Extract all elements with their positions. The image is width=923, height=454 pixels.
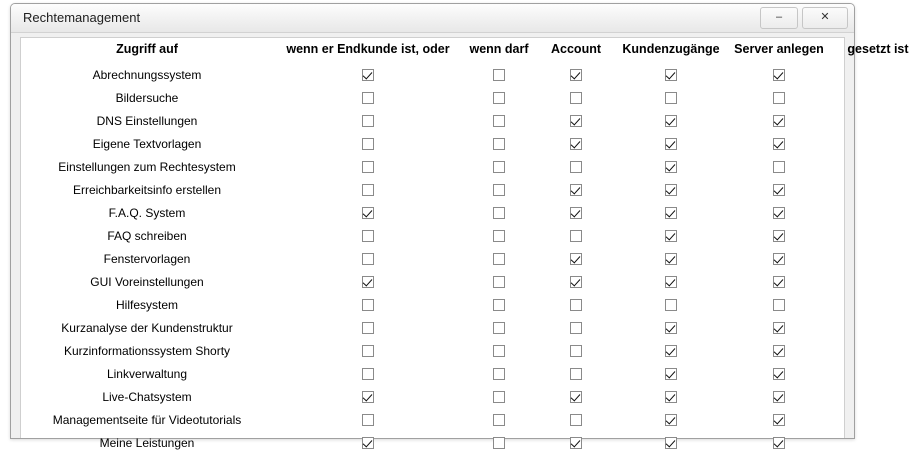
row-label: Eigene Textvorlagen: [92, 136, 202, 151]
checkbox-cell-e[interactable]: [725, 86, 833, 109]
checkbox-cell-c[interactable]: [535, 247, 617, 270]
row-label: Meine Leistungen: [99, 435, 195, 450]
checkbox-b[interactable]: [493, 69, 505, 81]
checkbox-d[interactable]: [665, 115, 677, 127]
checkbox-e[interactable]: [773, 115, 785, 127]
row-end-spacer: [833, 178, 923, 201]
checkbox-e[interactable]: [773, 92, 785, 104]
checkbox-cell-b[interactable]: [463, 293, 535, 316]
checkbox-c[interactable]: [570, 322, 582, 334]
checkbox-d[interactable]: [665, 207, 677, 219]
column-header-gesetzt-ist: gesetzt ist: [847, 42, 909, 56]
checkbox-a[interactable]: [362, 345, 374, 357]
row-end-spacer: [833, 385, 923, 408]
checkbox-cell-a[interactable]: [273, 293, 463, 316]
row-end-spacer: [833, 316, 923, 339]
column-header-wenn-darf: wenn darf: [469, 42, 529, 56]
checkbox-cell-e[interactable]: [725, 201, 833, 224]
checkbox-d[interactable]: [665, 92, 677, 104]
checkbox-c[interactable]: [570, 92, 582, 104]
column-header-access: Zugriff auf: [116, 42, 178, 56]
checkbox-cell-a[interactable]: [273, 86, 463, 109]
checkbox-cell-e[interactable]: [725, 132, 833, 155]
checkbox-cell-d[interactable]: [617, 132, 725, 155]
row-label: F.A.Q. System: [108, 205, 186, 220]
checkbox-cell-e[interactable]: [725, 224, 833, 247]
checkbox-e[interactable]: [773, 230, 785, 242]
checkbox-cell-c[interactable]: [535, 86, 617, 109]
row-label: Erreichbarkeitsinfo erstellen: [72, 182, 222, 197]
checkbox-cell-a[interactable]: [273, 224, 463, 247]
checkbox-cell-d[interactable]: [617, 63, 725, 86]
table-row: [21, 293, 923, 316]
checkbox-cell-e[interactable]: [725, 339, 833, 362]
checkbox-a[interactable]: [362, 161, 374, 173]
close-button[interactable]: ✕: [802, 7, 848, 29]
checkbox-a[interactable]: [362, 322, 374, 334]
checkbox-b[interactable]: [493, 138, 505, 150]
checkbox-cell-c[interactable]: [535, 316, 617, 339]
checkbox-cell-e[interactable]: [725, 385, 833, 408]
checkbox-cell-d[interactable]: [617, 109, 725, 132]
checkbox-cell-c[interactable]: [535, 224, 617, 247]
checkbox-cell-c[interactable]: [535, 431, 617, 454]
checkbox-cell-c[interactable]: [535, 155, 617, 178]
checkbox-c[interactable]: [570, 414, 582, 426]
row-label: Kurzinformationssystem Shorty: [63, 343, 231, 358]
checkbox-e[interactable]: [773, 161, 785, 173]
checkbox-cell-b[interactable]: [463, 431, 535, 454]
table-row: [21, 247, 923, 270]
checkbox-d[interactable]: [665, 345, 677, 357]
table-header: [21, 38, 923, 63]
checkbox-cell-a[interactable]: [273, 270, 463, 293]
checkbox-cell-b[interactable]: [463, 408, 535, 431]
checkbox-cell-a[interactable]: [273, 132, 463, 155]
row-label: GUI Voreinstellungen: [90, 274, 204, 289]
row-end-spacer: [833, 270, 923, 293]
table-row: [21, 132, 923, 155]
table-row: [21, 408, 923, 431]
checkbox-cell-b[interactable]: [463, 247, 535, 270]
checkbox-e[interactable]: [773, 138, 785, 150]
checkbox-a[interactable]: [362, 253, 374, 265]
row-end-spacer: [833, 155, 923, 178]
row-label: Bildersuche: [115, 90, 179, 105]
checkbox-cell-e[interactable]: [725, 316, 833, 339]
table-row: [21, 362, 923, 385]
checkbox-a[interactable]: [362, 69, 374, 81]
checkbox-cell-b[interactable]: [463, 155, 535, 178]
checkbox-cell-c[interactable]: [535, 270, 617, 293]
checkbox-cell-c[interactable]: [535, 132, 617, 155]
column-header-account: Account: [551, 42, 601, 56]
window-titlebar[interactable]: [11, 4, 854, 33]
checkbox-cell-b[interactable]: [463, 224, 535, 247]
checkbox-e[interactable]: [773, 253, 785, 265]
checkbox-cell-c[interactable]: [535, 63, 617, 86]
row-end-spacer: [833, 86, 923, 109]
checkbox-cell-e[interactable]: [725, 178, 833, 201]
checkbox-e[interactable]: [773, 322, 785, 334]
row-end-spacer: [833, 431, 923, 454]
checkbox-cell-c[interactable]: [535, 385, 617, 408]
checkbox-d[interactable]: [665, 276, 677, 288]
checkbox-cell-a[interactable]: [273, 385, 463, 408]
checkbox-a[interactable]: [362, 391, 374, 403]
table-row: [21, 201, 923, 224]
checkbox-cell-c[interactable]: [535, 408, 617, 431]
checkbox-cell-a[interactable]: [273, 339, 463, 362]
checkbox-b[interactable]: [493, 184, 505, 196]
checkbox-cell-d[interactable]: [617, 201, 725, 224]
table-row: [21, 316, 923, 339]
checkbox-cell-b[interactable]: [463, 86, 535, 109]
checkbox-c[interactable]: [570, 299, 582, 311]
checkbox-cell-a[interactable]: [273, 201, 463, 224]
checkbox-d[interactable]: [665, 437, 677, 449]
checkbox-cell-e[interactable]: [725, 247, 833, 270]
checkbox-e[interactable]: [773, 414, 785, 426]
row-label: DNS Einstellungen: [96, 113, 198, 128]
checkbox-cell-d[interactable]: [617, 155, 725, 178]
row-label: Live-Chatsystem: [102, 389, 192, 404]
checkbox-cell-c[interactable]: [535, 293, 617, 316]
checkbox-d[interactable]: [665, 322, 677, 334]
window-controls: [760, 7, 848, 29]
checkbox-cell-e[interactable]: [725, 408, 833, 431]
checkbox-a[interactable]: [362, 276, 374, 288]
checkbox-cell-e[interactable]: [725, 362, 833, 385]
checkbox-d[interactable]: [665, 253, 677, 265]
row-label: Linkverwaltung: [106, 366, 188, 381]
checkbox-cell-d[interactable]: [617, 339, 725, 362]
checkbox-c[interactable]: [570, 207, 582, 219]
checkbox-d[interactable]: [665, 299, 677, 311]
checkbox-e[interactable]: [773, 207, 785, 219]
row-label: FAQ schreiben: [107, 228, 187, 243]
table-row: [21, 178, 923, 201]
checkbox-c[interactable]: [570, 391, 582, 403]
checkbox-cell-b[interactable]: [463, 270, 535, 293]
row-end-spacer: [833, 362, 923, 385]
checkbox-b[interactable]: [493, 115, 505, 127]
table-row: [21, 270, 923, 293]
checkbox-cell-a[interactable]: [273, 109, 463, 132]
checkbox-cell-d[interactable]: [617, 293, 725, 316]
checkbox-a[interactable]: [362, 368, 374, 380]
checkbox-d[interactable]: [665, 230, 677, 242]
table-body: [21, 63, 923, 454]
checkbox-cell-a[interactable]: [273, 247, 463, 270]
checkbox-cell-b[interactable]: [463, 362, 535, 385]
minimize-button[interactable]: –: [760, 7, 798, 29]
checkbox-cell-b[interactable]: [463, 385, 535, 408]
checkbox-cell-e[interactable]: [725, 270, 833, 293]
checkbox-b[interactable]: [493, 414, 505, 426]
table-row: [21, 155, 923, 178]
row-end-spacer: [833, 247, 923, 270]
checkbox-e[interactable]: [773, 184, 785, 196]
checkbox-a[interactable]: [362, 414, 374, 426]
checkbox-b[interactable]: [493, 345, 505, 357]
checkbox-a[interactable]: [362, 115, 374, 127]
checkbox-d[interactable]: [665, 161, 677, 173]
checkbox-a[interactable]: [362, 138, 374, 150]
checkbox-a[interactable]: [362, 92, 374, 104]
checkbox-d[interactable]: [665, 414, 677, 426]
checkbox-b[interactable]: [493, 253, 505, 265]
checkbox-cell-a[interactable]: [273, 316, 463, 339]
rights-table-container: [20, 37, 909, 450]
checkbox-cell-b[interactable]: [463, 201, 535, 224]
table-row: [21, 339, 923, 362]
row-label: Einstellungen zum Rechtesystem: [58, 159, 236, 174]
checkbox-b[interactable]: [493, 299, 505, 311]
checkbox-c[interactable]: [570, 368, 582, 380]
checkbox-e[interactable]: [773, 69, 785, 81]
checkbox-b[interactable]: [493, 391, 505, 403]
checkbox-cell-d[interactable]: [617, 178, 725, 201]
checkbox-c[interactable]: [570, 161, 582, 173]
checkbox-e[interactable]: [773, 391, 785, 403]
checkbox-a[interactable]: [362, 207, 374, 219]
checkbox-b[interactable]: [493, 207, 505, 219]
checkbox-c[interactable]: [570, 276, 582, 288]
row-label: Fenstervorlagen: [103, 251, 191, 266]
checkbox-c[interactable]: [570, 345, 582, 357]
checkbox-cell-b[interactable]: [463, 63, 535, 86]
row-end-spacer: [833, 201, 923, 224]
rights-table: [21, 38, 923, 454]
table-row: [21, 86, 923, 109]
checkbox-cell-d[interactable]: [617, 247, 725, 270]
column-header-server-anlegen: Server anlegen: [734, 42, 824, 56]
checkbox-d[interactable]: [665, 391, 677, 403]
checkbox-cell-a[interactable]: [273, 178, 463, 201]
checkbox-cell-c[interactable]: [535, 362, 617, 385]
checkbox-cell-c[interactable]: [535, 178, 617, 201]
checkbox-cell-e[interactable]: [725, 293, 833, 316]
checkbox-b[interactable]: [493, 437, 505, 449]
row-end-spacer: [833, 63, 923, 86]
checkbox-cell-d[interactable]: [617, 316, 725, 339]
table-row: [21, 63, 923, 86]
checkbox-b[interactable]: [493, 161, 505, 173]
checkbox-cell-d[interactable]: [617, 431, 725, 454]
table-row: [21, 385, 923, 408]
checkbox-a[interactable]: [362, 437, 374, 449]
checkbox-b[interactable]: [493, 92, 505, 104]
checkbox-cell-d[interactable]: [617, 408, 725, 431]
column-header-endkunde: wenn er Endkunde ist, oder: [286, 42, 450, 56]
rights-management-window: [10, 3, 909, 450]
checkbox-c[interactable]: [570, 138, 582, 150]
checkbox-cell-d[interactable]: [617, 224, 725, 247]
checkbox-e[interactable]: [773, 276, 785, 288]
checkbox-c[interactable]: [570, 230, 582, 242]
row-label: Kurzanalyse der Kundenstruktur: [61, 320, 233, 335]
checkbox-cell-c[interactable]: [535, 339, 617, 362]
row-end-spacer: [833, 293, 923, 316]
checkbox-b[interactable]: [493, 322, 505, 334]
row-end-spacer: [833, 339, 923, 362]
column-header-kundenzugaenge: Kundenzugänge: [622, 42, 720, 56]
checkbox-e[interactable]: [773, 368, 785, 380]
checkbox-e[interactable]: [773, 345, 785, 357]
checkbox-a[interactable]: [362, 230, 374, 242]
checkbox-cell-e[interactable]: [725, 431, 833, 454]
checkbox-c[interactable]: [570, 115, 582, 127]
checkbox-d[interactable]: [665, 184, 677, 196]
row-end-spacer: [833, 224, 923, 247]
checkbox-cell-e[interactable]: [725, 63, 833, 86]
table-row: [21, 431, 923, 454]
checkbox-cell-b[interactable]: [463, 339, 535, 362]
checkbox-cell-a[interactable]: [273, 408, 463, 431]
checkbox-c[interactable]: [570, 437, 582, 449]
checkbox-cell-a[interactable]: [273, 431, 463, 454]
checkbox-a[interactable]: [362, 299, 374, 311]
checkbox-cell-a[interactable]: [273, 362, 463, 385]
checkbox-b[interactable]: [493, 368, 505, 380]
checkbox-b[interactable]: [493, 276, 505, 288]
row-end-spacer: [833, 132, 923, 155]
row-end-spacer: [833, 109, 923, 132]
checkbox-cell-e[interactable]: [725, 155, 833, 178]
checkbox-e[interactable]: [773, 437, 785, 449]
checkbox-cell-a[interactable]: [273, 155, 463, 178]
checkbox-c[interactable]: [570, 184, 582, 196]
table-row: [21, 109, 923, 132]
checkbox-cell-b[interactable]: [463, 109, 535, 132]
checkbox-c[interactable]: [570, 69, 582, 81]
row-label: Hilfesystem: [115, 297, 178, 312]
table-row: [21, 224, 923, 247]
checkbox-cell-b[interactable]: [463, 132, 535, 155]
window-title: Rechtemanagement: [23, 10, 141, 25]
checkbox-d[interactable]: [665, 69, 677, 81]
checkbox-a[interactable]: [362, 184, 374, 196]
checkbox-cell-c[interactable]: [535, 201, 617, 224]
row-end-spacer: [833, 408, 923, 431]
checkbox-d[interactable]: [665, 368, 677, 380]
checkbox-cell-a[interactable]: [273, 63, 463, 86]
checkbox-cell-d[interactable]: [617, 86, 725, 109]
checkbox-cell-d[interactable]: [617, 270, 725, 293]
checkbox-cell-e[interactable]: [725, 109, 833, 132]
checkbox-cell-d[interactable]: [617, 385, 725, 408]
row-label: Abrechnungssystem: [92, 67, 202, 82]
checkbox-b[interactable]: [493, 230, 505, 242]
checkbox-cell-c[interactable]: [535, 109, 617, 132]
checkbox-cell-d[interactable]: [617, 362, 725, 385]
checkbox-c[interactable]: [570, 253, 582, 265]
checkbox-cell-b[interactable]: [463, 178, 535, 201]
checkbox-cell-b[interactable]: [463, 316, 535, 339]
row-label: Managementseite für Videotutorials: [52, 412, 242, 427]
checkbox-d[interactable]: [665, 138, 677, 150]
checkbox-e[interactable]: [773, 299, 785, 311]
